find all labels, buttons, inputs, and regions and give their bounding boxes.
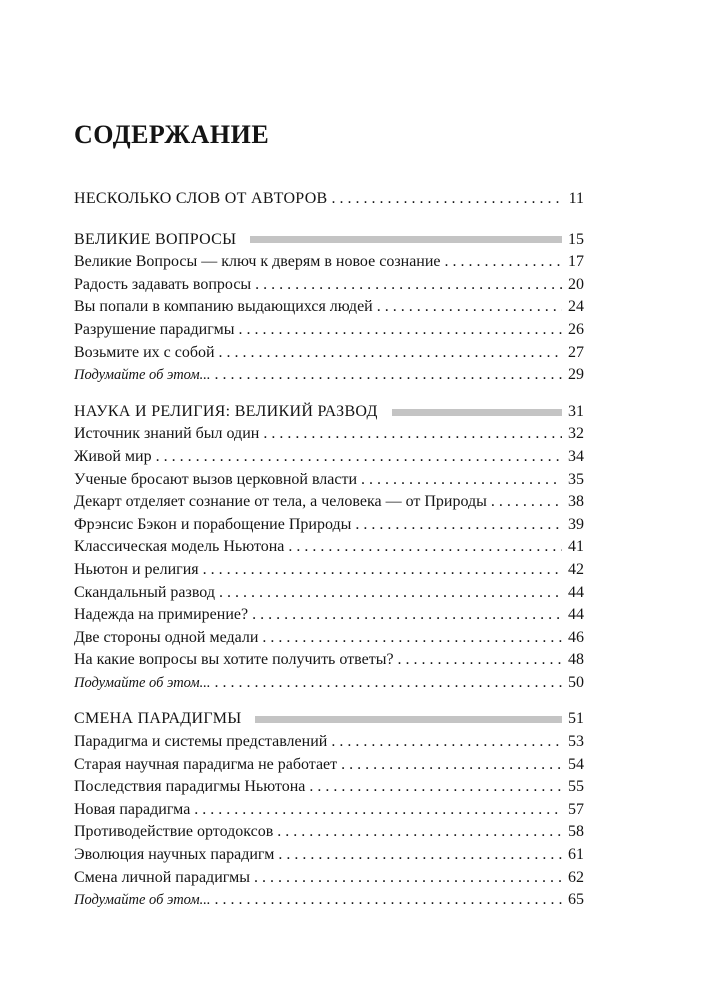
toc-page-number: 62: [568, 868, 584, 886]
page-title: СОДЕРЖАНИЕ: [74, 120, 270, 149]
dot-leader: [219, 342, 562, 365]
toc-entry-label: Возьмите их с собой: [74, 343, 215, 361]
toc-page-number: 55: [568, 778, 584, 796]
toc-entry-label: Противодействие ортодоксов: [74, 823, 274, 841]
toc-entry[interactable]: [74, 274, 584, 297]
table-of-contents: [74, 120, 584, 926]
toc-entry-label: Ученые бросают вызов церковной власти: [74, 470, 358, 488]
heading-rule: [250, 236, 562, 243]
toc-entry-label: Скандальный развод: [74, 583, 215, 601]
dot-leader: [156, 446, 562, 469]
toc-entry[interactable]: [74, 649, 584, 672]
toc-entry[interactable]: [74, 251, 584, 274]
toc-entry-label: Ньютон и религия: [74, 560, 199, 578]
toc-entry-label: Радость задавать вопросы: [74, 275, 252, 293]
toc-entry[interactable]: [74, 446, 584, 469]
toc-entry[interactable]: [74, 296, 584, 319]
toc-page-number: 44: [568, 583, 584, 601]
toc-page-number: 20: [568, 275, 584, 293]
toc-entry-label: Подумайте об этом...: [74, 674, 211, 691]
dot-leader: [262, 627, 562, 650]
toc-page-number: 61: [568, 846, 584, 864]
toc-section: [74, 708, 584, 911]
toc-entry[interactable]: [74, 188, 584, 211]
dot-leader: [215, 889, 562, 912]
toc-closing-entry[interactable]: [74, 889, 584, 912]
toc-entry-label: Подумайте об этом...: [74, 892, 211, 909]
dot-leader: [355, 514, 562, 537]
dot-leader: [491, 491, 562, 514]
toc-page-number: 48: [568, 651, 584, 669]
dot-leader: [255, 274, 562, 297]
toc-page-number: 51: [568, 710, 584, 728]
toc-page-number: 32: [568, 425, 584, 443]
dot-leader: [194, 799, 562, 822]
section-heading-label: НАУКА И РЕЛИГИЯ: ВЕЛИКИЙ РАЗВОД: [74, 402, 378, 420]
toc-intro: [74, 188, 584, 211]
toc-page-number: 27: [568, 343, 584, 361]
toc-entry[interactable]: [74, 799, 584, 822]
dot-leader: [341, 754, 562, 777]
toc-entry[interactable]: [74, 559, 584, 582]
dot-leader: [288, 536, 562, 559]
toc-page-number: 31: [568, 402, 584, 420]
dot-leader: [254, 867, 562, 890]
dot-leader: [203, 559, 562, 582]
toc-entry-label: Смена личной парадигмы: [74, 868, 250, 886]
toc-page-number: 42: [568, 560, 584, 578]
toc-entry-label: Старая научная парадигма не работает: [74, 755, 338, 773]
toc-entry[interactable]: [74, 536, 584, 559]
toc-entry-label: Две стороны одной медали: [74, 628, 259, 646]
toc-section-heading[interactable]: [74, 708, 584, 731]
toc-page-number: 17: [568, 253, 584, 271]
toc-page-number: 11: [568, 190, 584, 207]
toc-page-number: 58: [568, 823, 584, 841]
dot-leader: [331, 731, 562, 754]
heading-rule: [255, 716, 562, 723]
toc-entry[interactable]: [74, 491, 584, 514]
toc-page-number: 54: [568, 755, 584, 773]
dot-leader: [398, 649, 562, 672]
dot-leader: [332, 188, 562, 211]
toc-section: [74, 229, 584, 387]
toc-entry-label: Декарт отделяет сознание от тела, а человека — от Природы: [74, 493, 487, 511]
toc-entry-label: Вы попали в компанию выдающихся людей: [74, 298, 373, 316]
toc-entry[interactable]: [74, 867, 584, 890]
toc-entry[interactable]: [74, 469, 584, 492]
toc-page-number: 46: [568, 628, 584, 646]
toc-entry-label: Разрушение парадигмы: [74, 320, 235, 338]
toc-entry-label: Великие Вопросы — ключ к дверям в новое сознание: [74, 253, 441, 271]
toc-entry[interactable]: [74, 731, 584, 754]
dot-leader: [215, 364, 562, 387]
toc-entry[interactable]: [74, 514, 584, 537]
toc-entry[interactable]: [74, 776, 584, 799]
toc-entry[interactable]: [74, 604, 584, 627]
toc-entry[interactable]: [74, 754, 584, 777]
dot-leader: [252, 604, 562, 627]
toc-entry-label: Источник знаний был один: [74, 425, 260, 443]
dot-leader: [215, 672, 562, 695]
toc-section: [74, 401, 584, 695]
toc-page-number: 24: [568, 298, 584, 316]
toc-page-number: 44: [568, 606, 584, 624]
toc-section-heading[interactable]: [74, 401, 584, 424]
toc-closing-entry[interactable]: [74, 364, 584, 387]
dot-leader: [238, 319, 562, 342]
toc-entry-label: Последствия парадигмы Ньютона: [74, 778, 306, 796]
toc-entry[interactable]: [74, 627, 584, 650]
toc-page-number: 26: [568, 320, 584, 338]
toc-page-number: 57: [568, 800, 584, 818]
dot-leader: [219, 582, 562, 605]
section-heading-label: СМЕНА ПАРАДИГМЫ: [74, 710, 242, 728]
toc-page-number: 34: [568, 447, 584, 465]
toc-entry-label: Надежда на примирение?: [74, 606, 249, 624]
toc-page-number: 50: [568, 673, 584, 691]
toc-page-number: 53: [568, 733, 584, 751]
toc-entry-label: Парадигма и системы представлений: [74, 733, 328, 751]
dot-leader: [263, 423, 562, 446]
toc-page-number: 41: [568, 538, 584, 556]
heading-rule: [392, 409, 562, 416]
toc-page-number: 29: [568, 366, 584, 384]
toc-entry-label: Живой мир: [74, 447, 152, 465]
toc-entry-label: Новая парадигма: [74, 800, 191, 818]
toc-entry-label: Фрэнсис Бэкон и порабощение Природы: [74, 515, 352, 533]
dot-leader: [377, 296, 562, 319]
toc-entry-label: Классическая модель Ньютона: [74, 538, 285, 556]
toc-section-heading[interactable]: [74, 229, 584, 252]
toc-entry-label: Подумайте об этом...: [74, 367, 211, 384]
toc-entry[interactable]: [74, 319, 584, 342]
dot-leader: [277, 821, 562, 844]
toc-entry-label: Эволюция научных парадигм: [74, 846, 275, 864]
toc-entry[interactable]: [74, 844, 584, 867]
toc-entry-label: НЕСКОЛЬКО СЛОВ ОТ АВТОРОВ: [74, 190, 328, 207]
dot-leader: [445, 251, 562, 274]
dot-leader: [361, 469, 562, 492]
toc-entry[interactable]: [74, 342, 584, 365]
toc-page-number: 38: [568, 493, 584, 511]
toc-entry[interactable]: [74, 582, 584, 605]
toc-page-number: 15: [568, 230, 584, 248]
toc-page-number: 35: [568, 470, 584, 488]
toc-page-number: 65: [568, 891, 584, 909]
toc-closing-entry[interactable]: [74, 672, 584, 695]
section-heading-label: ВЕЛИКИЕ ВОПРОСЫ: [74, 230, 237, 248]
dot-leader: [278, 844, 562, 867]
dot-leader: [309, 776, 562, 799]
toc-entry[interactable]: [74, 423, 584, 446]
toc-entry[interactable]: [74, 821, 584, 844]
toc-entry-label: На какие вопросы вы хотите получить ответы?: [74, 651, 394, 669]
toc-page-number: 39: [568, 515, 584, 533]
